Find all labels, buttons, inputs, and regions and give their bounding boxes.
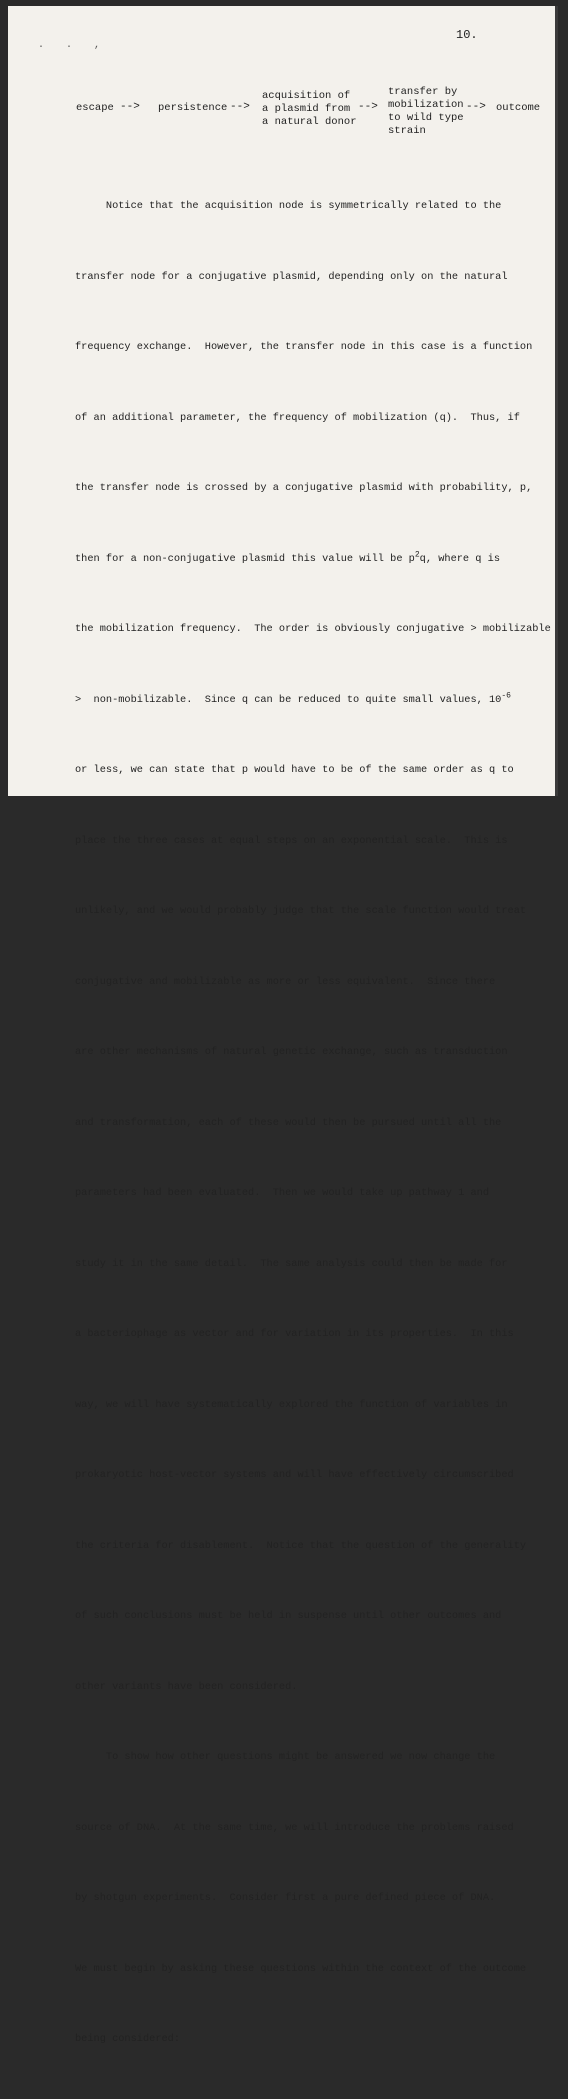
node-acquisition-line: acquisition of (262, 90, 351, 102)
scan-specks: . . , (38, 40, 109, 51)
body-text (75, 148, 551, 2099)
node-acquisition (262, 90, 357, 129)
node-acquisition-line: a plasmid from (262, 103, 351, 115)
page-number: 10. (456, 28, 478, 42)
text-line: study it in the same detail. The same analysis could then be made for (75, 1257, 508, 1270)
document-page (8, 6, 558, 2045)
node-transfer-line: to wild type (388, 112, 464, 124)
text-line-ten-power: > non-mobilizable. Since q can be reduced to quite small values, $10^{-6}$ (75, 691, 511, 706)
arrow-3: --> (358, 101, 378, 113)
text-line: the mobilization frequency. The order is obviously conjugative > mobilizable (75, 623, 551, 635)
text-line: of such conclusions must be held in suspense until other outcomes and (75, 1610, 502, 1622)
arrow-4: --> (466, 101, 486, 113)
text-line: parameters had been evaluated. Then we would take up pathway 1 and (75, 1187, 490, 1199)
arrow-1: --> (120, 101, 140, 113)
text-line: by shotgun experiments. Consider first a pure defined piece of DNA. (75, 1892, 496, 1904)
text-line: other variants have been considered. (75, 1680, 298, 1693)
text-line: and transformation, each of these would then be pursued until all the (75, 1116, 502, 1129)
text-line: We must begin by asking these questions within the context of the outcome (75, 1962, 527, 1975)
text-line: of an additional parameter, the frequency of mobilization (q). Thus, if (75, 411, 520, 424)
pathway-flow-diagram (8, 6, 555, 166)
text-line-p-squared: then for a non-conjugative plasmid this value will be $p^2q$, where q is (75, 550, 501, 565)
text-line: To show how other questions might be answered we now change the (75, 1751, 496, 1763)
node-transfer-line: transfer by (388, 86, 458, 98)
text-line: conjugative and mobilizable as more or less equivalent. Since there (75, 975, 496, 988)
text-line: being considered: (75, 2033, 181, 2045)
text-line: the criteria for disablement. Notice that the question of the generality (75, 1539, 527, 1552)
text-line: place the three cases at equal steps on an exponential scale. This is (75, 834, 508, 847)
arrow-2: --> (230, 101, 250, 113)
text-line: are other mechanisms of natural genetic exchange, such as transduction (75, 1046, 508, 1058)
text-line: the transfer node is crossed by a conjugative plasmid with probability, p, (75, 482, 533, 494)
text-line: way, we will have systematically explored the function of variables in (75, 1398, 508, 1411)
node-persistence: persistence (158, 102, 228, 114)
text-line: or less, we can state that p would have to be of the same order as q to (75, 764, 514, 776)
text-line: frequency exchange. However, the transfer node in this case is a function (75, 341, 533, 353)
node-acquisition-line: a natural donor (262, 116, 357, 128)
text-line: unlikely, and we would probably judge that the scale function would treat (75, 905, 527, 917)
node-escape: escape (76, 102, 114, 114)
text-line: transfer node for a conjugative plasmid, depending only on the natural (75, 270, 508, 283)
node-outcome: outcome (496, 102, 541, 114)
node-transfer-line: strain (388, 125, 426, 137)
text-line: prokaryotic host-vector systems and will have effectively circumscribed (75, 1469, 514, 1481)
text-line: source of DNA. At the same time, we will introduce the problems raised (75, 1821, 514, 1834)
text-line: a bacteriophage as vector and for variation in its properties. In this (75, 1328, 514, 1340)
node-transfer (388, 86, 464, 138)
text-line: Notice that the acquisition node is symmetrically related to the (75, 200, 502, 212)
node-transfer-line: mobilization (388, 99, 464, 111)
